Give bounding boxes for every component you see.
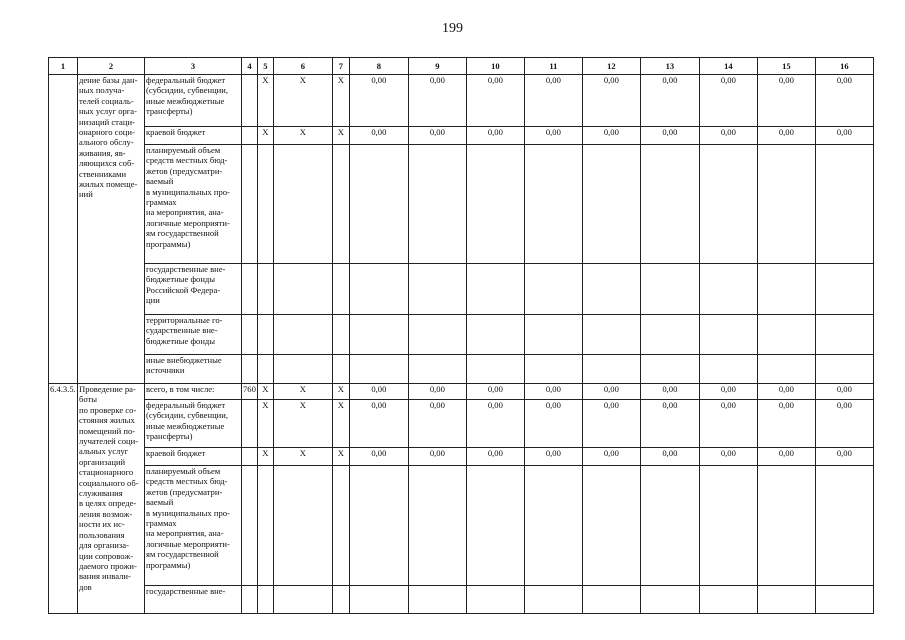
block2-row	[49, 448, 874, 466]
value-cell	[757, 355, 815, 384]
value-cell: 0,00	[408, 75, 466, 127]
value-cell	[466, 145, 524, 264]
funding-source-cell: планируемый объем средств местных бюд- жетов (предусматри- ваемый в муниципальных про- граммах на мероприятия, ана- логичные мероприяти- ям государственной программы)	[145, 145, 242, 264]
value-cell	[349, 466, 408, 586]
value-cell	[757, 145, 815, 264]
funding-source-cell: краевой бюджет	[145, 127, 242, 145]
header-row	[49, 58, 874, 75]
value-cell	[699, 145, 757, 264]
value-cell	[699, 355, 757, 384]
value-cell: 0,00	[349, 400, 408, 448]
value-cell	[815, 586, 873, 614]
col4-cell	[242, 400, 258, 448]
value-cell: 0,00	[582, 448, 640, 466]
col5-cell	[257, 355, 273, 384]
value-cell	[699, 466, 757, 586]
col6-cell: X	[273, 400, 332, 448]
value-cell	[815, 315, 873, 355]
value-cell	[757, 466, 815, 586]
value-cell	[349, 145, 408, 264]
value-cell: 0,00	[815, 127, 873, 145]
header-cell-8: 8	[349, 58, 408, 75]
header-cell-3: 3	[145, 58, 242, 75]
col5-cell: X	[257, 127, 273, 145]
value-cell: 0,00	[524, 400, 582, 448]
col7-cell	[332, 355, 349, 384]
value-cell: 0,00	[466, 384, 524, 400]
value-cell: 0,00	[815, 75, 873, 127]
measure-name-cell: дение базы дан- ных получа- телей социаль- ных услуг орга- низаций стаци- онарного соци- ального обслу- живания, яв- ляющихся соб- ственниками жилых помеще- ний	[78, 75, 145, 384]
value-cell: 0,00	[466, 75, 524, 127]
value-cell	[524, 586, 582, 614]
page-number: 199	[442, 21, 463, 36]
header-cell-11: 11	[524, 58, 582, 75]
col4-cell	[242, 315, 258, 355]
value-cell	[349, 586, 408, 614]
value-cell	[582, 145, 640, 264]
value-cell: 0,00	[349, 75, 408, 127]
value-cell: 0,00	[757, 384, 815, 400]
value-cell: 0,00	[466, 127, 524, 145]
value-cell: 0,00	[757, 75, 815, 127]
funding-source-cell: краевой бюджет	[145, 448, 242, 466]
value-cell	[757, 264, 815, 315]
value-cell: 0,00	[815, 400, 873, 448]
col4-cell	[242, 145, 258, 264]
col4-cell	[242, 355, 258, 384]
value-cell	[408, 315, 466, 355]
value-cell	[640, 355, 699, 384]
budget-table	[48, 57, 874, 614]
value-cell	[524, 466, 582, 586]
value-cell	[582, 586, 640, 614]
value-cell: 0,00	[408, 384, 466, 400]
col7-cell	[332, 145, 349, 264]
col6-cell: X	[273, 384, 332, 400]
col6-cell	[273, 315, 332, 355]
header-cell-10: 10	[466, 58, 524, 75]
value-cell	[524, 264, 582, 315]
value-cell	[408, 145, 466, 264]
value-cell: 0,00	[699, 127, 757, 145]
value-cell	[815, 264, 873, 315]
value-cell: 0,00	[815, 384, 873, 400]
value-cell	[582, 315, 640, 355]
value-cell	[815, 355, 873, 384]
value-cell	[757, 315, 815, 355]
value-cell	[349, 355, 408, 384]
funding-source-cell: федеральный бюджет (субсидии, субвенции, иные межбюджетные трансферты)	[145, 400, 242, 448]
header-cell-6: 6	[273, 58, 332, 75]
value-cell	[640, 586, 699, 614]
col7-cell: X	[332, 448, 349, 466]
value-cell	[640, 264, 699, 315]
value-cell	[699, 315, 757, 355]
value-cell	[466, 315, 524, 355]
col4-cell	[242, 466, 258, 586]
header-cell-1: 1	[49, 58, 78, 75]
header-cell-7: 7	[332, 58, 349, 75]
value-cell: 0,00	[582, 75, 640, 127]
block1-row	[49, 127, 874, 145]
value-cell: 0,00	[699, 448, 757, 466]
value-cell	[640, 145, 699, 264]
value-cell: 0,00	[640, 75, 699, 127]
value-cell	[408, 264, 466, 315]
col5-cell	[257, 145, 273, 264]
value-cell: 0,00	[466, 400, 524, 448]
value-cell: 0,00	[582, 384, 640, 400]
value-cell: 0,00	[524, 448, 582, 466]
col6-cell: X	[273, 127, 332, 145]
value-cell	[699, 586, 757, 614]
value-cell: 0,00	[582, 127, 640, 145]
row-number-cell: 6.4.3.5.	[49, 384, 78, 614]
value-cell	[408, 466, 466, 586]
block2-row	[49, 384, 874, 400]
value-cell	[466, 466, 524, 586]
col6-cell	[273, 145, 332, 264]
value-cell	[524, 315, 582, 355]
col7-cell	[332, 315, 349, 355]
funding-source-cell: иные внебюджетные источники	[145, 355, 242, 384]
col5-cell	[257, 586, 273, 614]
value-cell	[466, 586, 524, 614]
measure-name-cell: Проведение ра- боты по проверке со- стояния жилых помещений по- лучателей соци- альных услуг организаций стационарного социального об- служивания в целях опреде- ления возмож- ности их ис- пользования для организа- ции сопровож- даемого прожи- вания инвали- дов	[78, 384, 145, 614]
header-cell-9: 9	[408, 58, 466, 75]
col7-cell: X	[332, 75, 349, 127]
value-cell	[408, 355, 466, 384]
value-cell: 0,00	[349, 127, 408, 145]
value-cell	[815, 466, 873, 586]
col6-cell: X	[273, 75, 332, 127]
funding-source-cell: всего, в том числе:	[145, 384, 242, 400]
col4-cell	[242, 127, 258, 145]
col6-cell	[273, 586, 332, 614]
value-cell	[349, 315, 408, 355]
col5-cell: X	[257, 384, 273, 400]
value-cell: 0,00	[815, 448, 873, 466]
value-cell	[815, 145, 873, 264]
block1-row	[49, 315, 874, 355]
value-cell: 0,00	[524, 127, 582, 145]
value-cell	[408, 586, 466, 614]
col6-cell	[273, 466, 332, 586]
value-cell: 0,00	[640, 384, 699, 400]
value-cell: 0,00	[757, 127, 815, 145]
value-cell	[757, 586, 815, 614]
col7-cell	[332, 466, 349, 586]
value-cell: 0,00	[524, 75, 582, 127]
value-cell	[582, 264, 640, 315]
value-cell: 0,00	[757, 400, 815, 448]
col6-cell	[273, 355, 332, 384]
value-cell	[582, 355, 640, 384]
value-cell: 0,00	[349, 448, 408, 466]
col7-cell: X	[332, 400, 349, 448]
col5-cell: X	[257, 75, 273, 127]
col4-cell	[242, 264, 258, 315]
block2-row	[49, 466, 874, 586]
value-cell: 0,00	[640, 127, 699, 145]
col4-cell	[242, 586, 258, 614]
value-cell: 0,00	[408, 127, 466, 145]
funding-source-cell: планируемый объем средств местных бюд- жетов (предусматри- ваемый в муниципальных про- граммах на мероприятия, ана- логичные мероприяти- ям государственной программы)	[145, 466, 242, 586]
row-number-cell	[49, 75, 78, 384]
value-cell: 0,00	[640, 448, 699, 466]
funding-source-cell: государственные вне- бюджетные фонды Российской Федера- ции	[145, 264, 242, 315]
value-cell	[466, 264, 524, 315]
block2-row	[49, 586, 874, 614]
value-cell: 0,00	[757, 448, 815, 466]
value-cell: 0,00	[408, 448, 466, 466]
col7-cell: X	[332, 127, 349, 145]
col5-cell	[257, 315, 273, 355]
block1-row	[49, 75, 874, 127]
col4-cell	[242, 75, 258, 127]
header-cell-2: 2	[78, 58, 145, 75]
col7-cell: X	[332, 384, 349, 400]
col5-cell: X	[257, 448, 273, 466]
header-cell-4: 4	[242, 58, 258, 75]
header-cell-16: 16	[815, 58, 873, 75]
header-cell-15: 15	[757, 58, 815, 75]
value-cell	[524, 355, 582, 384]
header-cell-5: 5	[257, 58, 273, 75]
funding-source-cell: государственные вне-	[145, 586, 242, 614]
header-cell-12: 12	[582, 58, 640, 75]
col4-cell: 760	[242, 384, 258, 400]
value-cell	[640, 466, 699, 586]
value-cell: 0,00	[408, 400, 466, 448]
block1-row	[49, 355, 874, 384]
header-cell-14: 14	[699, 58, 757, 75]
col6-cell: X	[273, 448, 332, 466]
col4-cell	[242, 448, 258, 466]
value-cell	[524, 145, 582, 264]
col7-cell	[332, 264, 349, 315]
value-cell: 0,00	[466, 448, 524, 466]
value-cell	[640, 315, 699, 355]
col7-cell	[332, 586, 349, 614]
value-cell: 0,00	[699, 75, 757, 127]
value-cell: 0,00	[349, 384, 408, 400]
col5-cell	[257, 466, 273, 586]
value-cell	[699, 264, 757, 315]
value-cell: 0,00	[582, 400, 640, 448]
block1-row	[49, 145, 874, 264]
table-body	[49, 58, 874, 614]
header-cell-13: 13	[640, 58, 699, 75]
value-cell: 0,00	[699, 384, 757, 400]
value-cell: 0,00	[699, 400, 757, 448]
block1-row	[49, 264, 874, 315]
funding-source-cell: территориальные го- сударственные вне- бюджетные фонды	[145, 315, 242, 355]
block2-row	[49, 400, 874, 448]
col5-cell	[257, 264, 273, 315]
funding-source-cell: федеральный бюджет (субсидии, субвенции, иные межбюджетные трансферты)	[145, 75, 242, 127]
value-cell: 0,00	[640, 400, 699, 448]
value-cell	[349, 264, 408, 315]
value-cell: 0,00	[524, 384, 582, 400]
value-cell	[582, 466, 640, 586]
col6-cell	[273, 264, 332, 315]
value-cell	[466, 355, 524, 384]
col5-cell: X	[257, 400, 273, 448]
